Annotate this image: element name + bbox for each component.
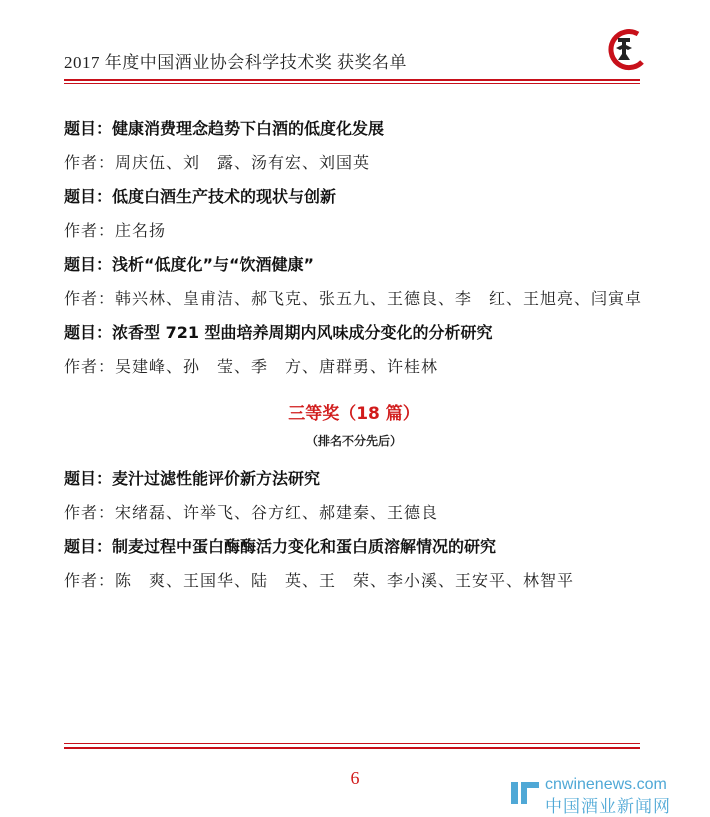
entry-title: 题目：制麦过程中蛋白酶酶活力变化和蛋白质溶解情况的研究 <box>64 537 497 556</box>
footer-rule <box>64 747 640 749</box>
entry-title: 题目：健康消费理念趋势下白酒的低度化发展 <box>64 119 385 138</box>
entry-authors: 作者：陈 爽、王国华、陆 英、王 荣、李小溪、王安平、林智平 <box>64 571 575 590</box>
header-rule <box>64 79 640 81</box>
cadre-logo-icon <box>598 24 650 76</box>
list-item <box>64 112 664 180</box>
page-number: 6 <box>350 768 360 788</box>
list-item <box>64 530 664 598</box>
watermark-name: 中国酒业新闻网 <box>545 797 671 817</box>
entry-title: 题目：麦汁过滤性能评价新方法研究 <box>64 469 321 488</box>
award-list <box>64 112 664 598</box>
entry-title: 题目：低度白酒生产技术的现状与创新 <box>64 187 337 206</box>
entry-title: 题目：浓香型 721 型曲培养周期内风味成分变化的分析研究 <box>64 323 493 342</box>
entry-authors: 作者：庄名扬 <box>64 221 167 240</box>
entry-authors: 作者：吴建峰、孙 莹、季 方、唐群勇、许桂林 <box>64 357 439 376</box>
header-rule-thin <box>64 83 640 84</box>
entry-authors: 作者：韩兴林、皇甫洁、郝飞克、张五九、王德良、李 红、王旭亮、闫寅卓 <box>64 289 643 308</box>
list-item <box>64 248 664 316</box>
cnwinenews-logo-icon <box>508 776 542 810</box>
section-note: （排名不分先后） <box>305 434 402 448</box>
entry-title: 题目：浅析“低度化”与“饮酒健康” <box>64 255 315 274</box>
entry-authors: 作者：周庆伍、刘 露、汤有宏、刘国英 <box>64 153 371 172</box>
list-item <box>64 316 664 384</box>
entry-authors: 作者：宋绪磊、许举飞、谷方红、郝建秦、王德良 <box>64 503 439 522</box>
list-item <box>64 180 664 248</box>
header-title: 2017 年度中国酒业协会科学技术奖 获奖名单 <box>64 53 407 72</box>
list-item <box>64 462 664 530</box>
footer-rule-thin <box>64 743 640 744</box>
section-heading: 三等奖（18 篇） <box>288 404 420 424</box>
watermark-url: cnwinenews.com <box>545 776 667 793</box>
